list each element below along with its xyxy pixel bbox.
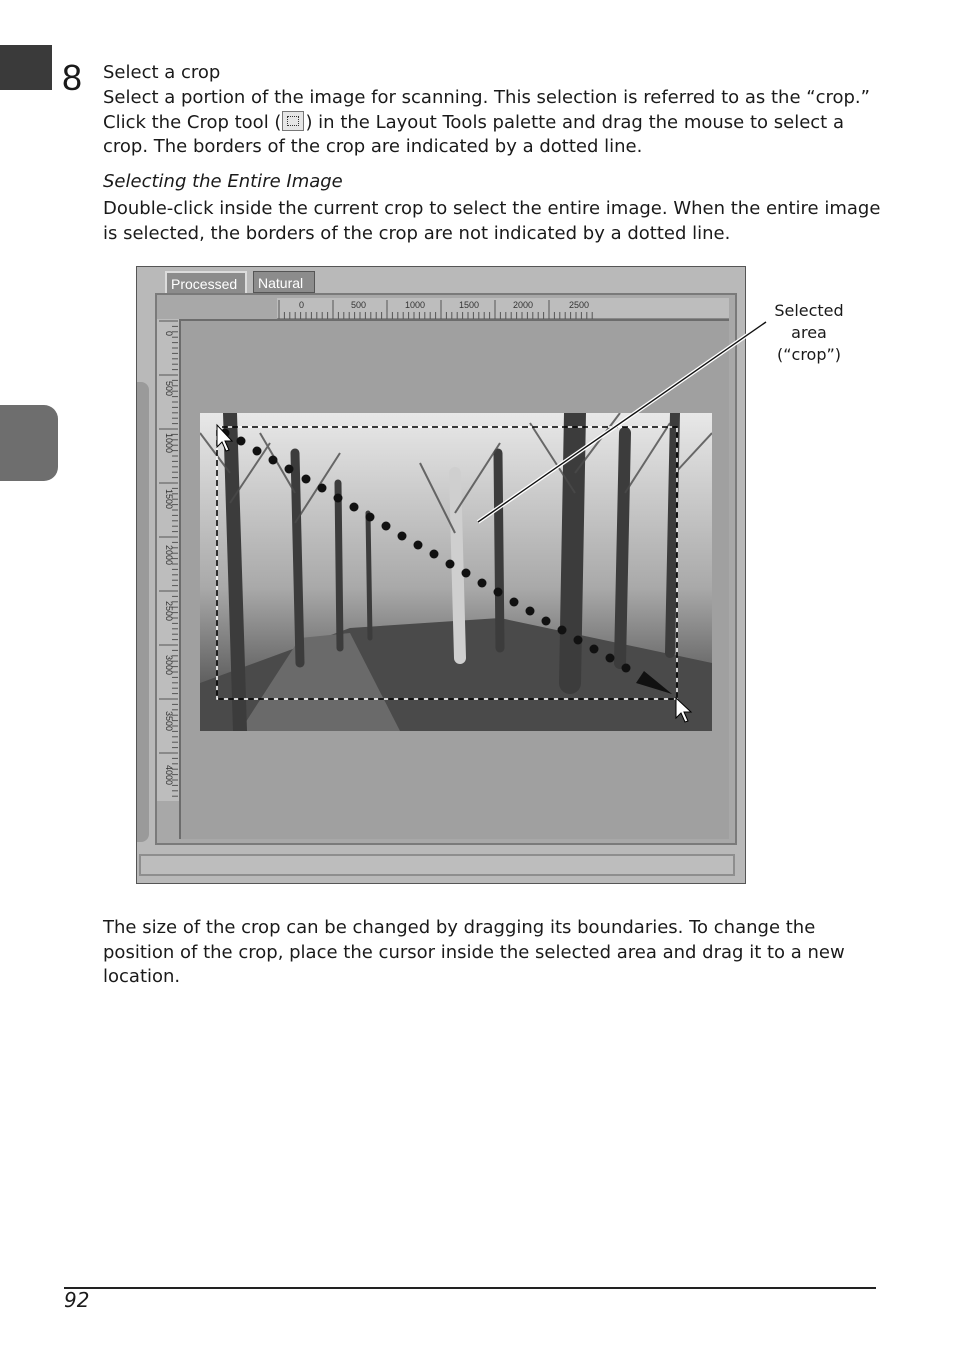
closing-paragraph: The size of the crop can be changed by dragging its boundaries. To change the position of the crop, place the cursor inside the selected area and drag it to a new location.	[103, 917, 845, 987]
vertical-ruler	[157, 319, 179, 801]
ruler-h-label: 2500	[569, 300, 590, 310]
ruler-h-label: 1000	[405, 300, 426, 310]
crop-tool-icon	[282, 111, 304, 131]
ruler-v-label: 3000	[164, 655, 174, 676]
footer-rule	[64, 1287, 876, 1289]
step-title: Select a crop	[103, 62, 221, 83]
section-heading: Selecting the Entire Image	[103, 171, 343, 192]
chapter-tab-gray	[0, 405, 58, 481]
ruler-h-label: 2000	[513, 300, 534, 310]
callout-leader-line	[470, 318, 770, 530]
step-paragraph	[103, 86, 883, 160]
tab-processed[interactable]: Processed	[165, 271, 247, 293]
ruler-h-label: 0	[299, 300, 305, 310]
callout-line-1: Selected	[774, 301, 844, 320]
ruler-v-label: 4000	[164, 765, 174, 786]
ruler-v-label: 0	[164, 331, 174, 337]
ruler-v-label: 2500	[164, 601, 174, 622]
ruler-v-label: 2000	[164, 545, 174, 566]
ruler-h-label: 500	[351, 300, 367, 310]
crop-callout	[760, 300, 858, 366]
page-number: 92	[64, 1288, 90, 1312]
tab-natural[interactable]: Natural	[253, 271, 315, 293]
status-bar	[139, 854, 735, 876]
ruler-h-label: 1500	[459, 300, 480, 310]
step-text-a: Select a portion of the image for scanning. This selection is referred to as the “crop.” Click the Crop tool (	[103, 87, 870, 133]
horizontal-ruler	[277, 298, 729, 320]
step-number: 8	[62, 57, 83, 98]
callout-line-3: (“crop”)	[776, 345, 842, 364]
window-left-bevel	[137, 382, 149, 842]
ruler-v-label: 1000	[164, 433, 174, 454]
chapter-tab-dark	[0, 45, 52, 90]
ruler-v-label: 500	[164, 381, 174, 397]
step-text-b: ) in the Layout Tools palette and drag the mouse to select a crop. The borders of the crop are indicated by a dotted line.	[103, 111, 844, 157]
section-paragraph: Double-click inside the current crop to select the entire image. When the entire image is selected, the borders of the crop are not indicated by a dotted line.	[103, 198, 881, 244]
ruler-v-label: 3500	[164, 711, 174, 732]
callout-line-2: area	[791, 323, 827, 342]
ruler-v-label: 1500	[164, 489, 174, 510]
